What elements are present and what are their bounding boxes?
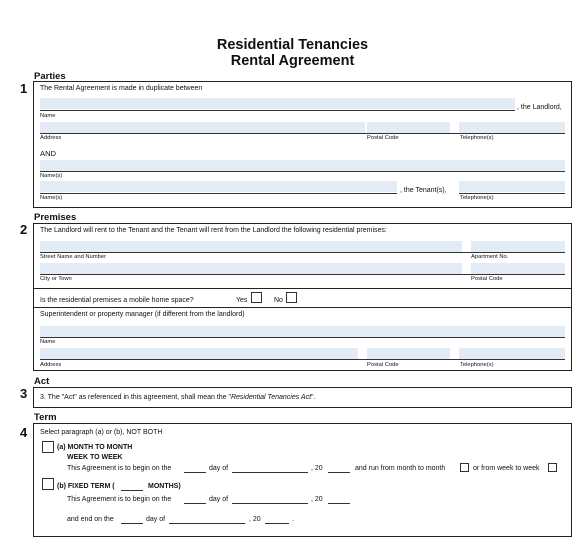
option-b-end-year-line[interactable] xyxy=(265,523,289,524)
street-field[interactable] xyxy=(40,241,462,252)
document-title-line2: Rental Agreement xyxy=(230,53,355,69)
superintendent-postal-label: Postal Code xyxy=(367,362,399,368)
superintendent-address-line xyxy=(40,359,565,360)
and-label: AND xyxy=(40,149,57,158)
premises-intro: The Landlord will rent to the Tenant and the Tenant will rent from the Landlord the following residential premises: xyxy=(40,227,387,234)
month-to-month-checkbox[interactable] xyxy=(42,441,54,453)
mobile-no-checkbox[interactable] xyxy=(286,292,297,303)
option-b-months-line[interactable] xyxy=(121,490,143,491)
act-heading: Act xyxy=(34,376,50,387)
section-number-3: 3 xyxy=(20,386,28,401)
parties-heading: Parties xyxy=(34,71,66,82)
section-number-1: 1 xyxy=(20,81,28,96)
tenant-name-line-1 xyxy=(40,171,565,172)
apartment-label: Apartment No. xyxy=(471,254,509,260)
mobile-home-question: Is the residential premises a mobile home space? xyxy=(40,297,194,304)
option-a-label-2: WEEK TO WEEK xyxy=(67,454,123,461)
option-a-day-of: day of xyxy=(209,465,229,472)
option-b-day-of: day of xyxy=(209,496,229,503)
section-number-2: 2 xyxy=(20,222,28,237)
premises-heading: Premises xyxy=(34,212,77,223)
option-a-day-line[interactable] xyxy=(184,472,206,473)
superintendent-name-field[interactable] xyxy=(40,326,565,337)
yes-label: Yes xyxy=(236,297,248,304)
address-label: Address xyxy=(40,135,62,141)
option-b-end-year: , 20 xyxy=(249,516,261,523)
landlord-suffix: , the Landlord, xyxy=(517,104,562,111)
postal-code-label: Postal Code xyxy=(367,135,399,141)
term-select-text: Select paragraph (a) or (b), NOT BOTH xyxy=(40,429,163,436)
city-line xyxy=(40,274,565,275)
city-label: City or Town xyxy=(40,276,72,282)
option-b-begin: This Agreement is to begin on the xyxy=(67,496,172,503)
street-label: Street Name and Number xyxy=(40,254,107,260)
act-name-italic: Residential Tenancies Act xyxy=(230,394,312,401)
premises-divider-2 xyxy=(33,307,572,308)
document-title-line1: Residential Tenancies xyxy=(216,37,369,53)
superintendent-label: Superintendent or property manager (if different from the landlord) xyxy=(40,311,245,318)
option-b-month-line[interactable] xyxy=(232,503,308,504)
superintendent-address-field[interactable] xyxy=(40,348,358,359)
landlord-address-field[interactable] xyxy=(40,122,365,133)
option-a-or-text: or from week to week xyxy=(473,465,540,472)
landlord-telephone-field[interactable] xyxy=(459,122,565,133)
apartment-field[interactable] xyxy=(471,241,565,252)
name-label: Name xyxy=(40,113,56,119)
tenant-name-line-2 xyxy=(40,193,397,194)
option-b-label: (b) FIXED TERM ( xyxy=(57,483,115,490)
option-b-end-day-of: day of xyxy=(146,516,166,523)
street-line xyxy=(40,252,565,253)
week-to-week-small-checkbox[interactable] xyxy=(548,463,557,472)
option-b-year: , 20 xyxy=(311,496,323,503)
act-text: 3. The "Act" as referenced in this agreement, shall mean the "Residential Tenancies Act". xyxy=(40,394,316,401)
names-label-2: Name(s) xyxy=(40,195,63,201)
option-a-year-line[interactable] xyxy=(328,472,350,473)
premises-divider-1 xyxy=(33,288,572,289)
option-b-end-period: . xyxy=(292,516,294,523)
superintendent-postal-field[interactable] xyxy=(367,348,450,359)
option-b-end-day-line[interactable] xyxy=(121,523,143,524)
tenant-name-field-2[interactable] xyxy=(40,181,397,192)
premises-postal-field[interactable] xyxy=(471,263,565,274)
option-b-months: MONTHS) xyxy=(148,483,181,490)
city-field[interactable] xyxy=(40,263,462,274)
premises-postal-label: Postal Code xyxy=(471,276,503,282)
option-b-day-line[interactable] xyxy=(184,503,206,504)
section-number-4: 4 xyxy=(20,425,28,440)
tenant-suffix: , the Tenant(s), xyxy=(400,187,447,194)
option-a-year-prefix: , 20 xyxy=(311,465,323,472)
superintendent-telephone-field[interactable] xyxy=(459,348,565,359)
landlord-name-field[interactable] xyxy=(40,98,515,109)
option-b-end-on: and end on the xyxy=(67,516,114,523)
telephone-label: Telephone(s) xyxy=(460,135,494,141)
no-label: No xyxy=(274,297,283,304)
option-b-year-line[interactable] xyxy=(328,503,350,504)
superintendent-name-line xyxy=(40,337,565,338)
telephone-label-2: Telephone(s) xyxy=(460,195,494,201)
month-to-month-small-checkbox[interactable] xyxy=(460,463,469,472)
option-a-run-text: and run from month to month xyxy=(355,465,446,472)
landlord-name-line xyxy=(40,110,515,111)
parties-intro: The Rental Agreement is made in duplicate between xyxy=(40,85,203,92)
option-a-begin: This Agreement is to begin on the xyxy=(67,465,172,472)
superintendent-name-label: Name xyxy=(40,339,56,345)
tenant-name-field-1[interactable] xyxy=(40,160,565,171)
term-heading: Term xyxy=(34,412,57,423)
option-a-month-line[interactable] xyxy=(232,472,308,473)
tenant-telephone-line xyxy=(459,193,565,194)
landlord-postal-field[interactable] xyxy=(367,122,450,133)
mobile-yes-checkbox[interactable] xyxy=(251,292,262,303)
superintendent-telephone-label: Telephone(s) xyxy=(460,362,494,368)
superintendent-address-label: Address xyxy=(40,362,62,368)
option-a-label: (a) MONTH TO MONTH xyxy=(57,444,133,451)
names-label: Name(s) xyxy=(40,173,63,179)
fixed-term-checkbox[interactable] xyxy=(42,478,54,490)
tenant-telephone-field[interactable] xyxy=(459,181,565,192)
option-b-end-month-line[interactable] xyxy=(169,523,245,524)
landlord-address-line xyxy=(40,133,565,134)
